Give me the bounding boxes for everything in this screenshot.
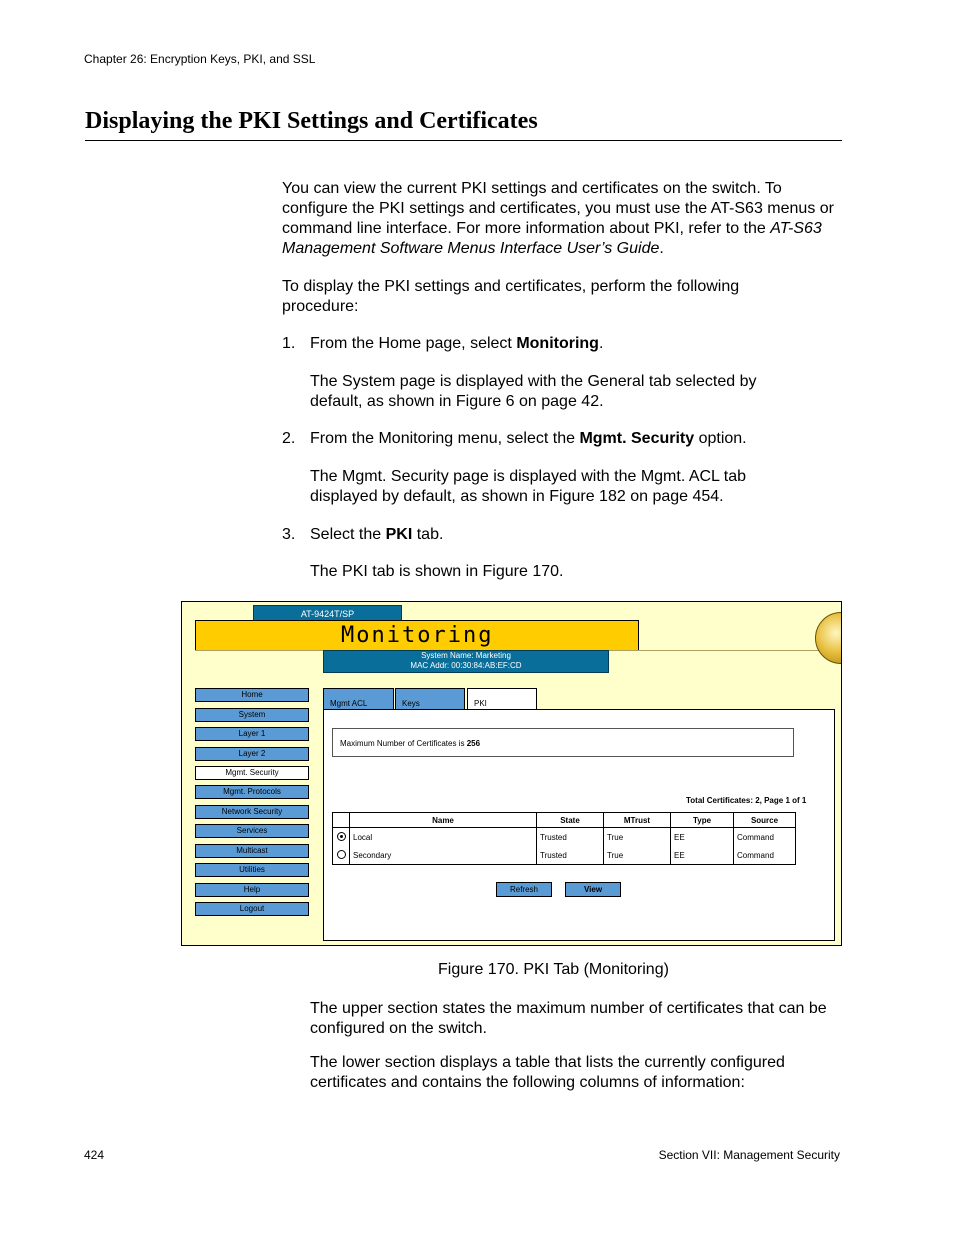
nav-system[interactable]: System <box>195 708 309 722</box>
step-text: Select the PKI tab. <box>310 526 444 543</box>
cell-mtrust: True <box>604 828 671 847</box>
banner-title: Monitoring <box>341 623 494 648</box>
nav-layer-1[interactable]: Layer 1 <box>195 727 309 741</box>
nav-mgmt-protocols[interactable]: Mgmt. Protocols <box>195 785 309 799</box>
max-certificates-value: 256 <box>466 739 481 748</box>
mac-address: MAC Addr: 00:30:84:AB:EF:CD <box>410 661 522 670</box>
tab-pki[interactable]: PKI <box>467 688 537 711</box>
column-header: Source <box>734 813 796 828</box>
nav-services[interactable]: Services <box>195 824 309 838</box>
cell-state: Trusted <box>537 846 604 865</box>
column-header: State <box>537 813 604 828</box>
intro-paragraph-2: To display the PKI settings and certificates, perform the following procedure: <box>282 278 740 315</box>
cell-mtrust: True <box>604 846 671 865</box>
section-title: Displaying the PKI Settings and Certificates <box>85 108 538 134</box>
step-number: 3. <box>282 526 296 543</box>
table-header-row <box>333 813 796 828</box>
total-certificates: Total Certificates: 2, Page 1 of 1 <box>686 796 807 805</box>
cell-name: Secondary <box>350 846 537 865</box>
cell-type: EE <box>671 828 734 847</box>
step-number: 1. <box>282 335 296 352</box>
max-certificates-box: Maximum Number of Certificates is 256 <box>332 728 794 757</box>
nav-multicast[interactable]: Multicast <box>195 844 309 858</box>
nav-utilities[interactable]: Utilities <box>195 863 309 877</box>
tab-keys[interactable]: Keys <box>395 688 465 710</box>
radio-button[interactable] <box>337 832 346 841</box>
column-header: Type <box>671 813 734 828</box>
cell-name: Local <box>350 828 537 847</box>
model-label: AT-9424T/SP <box>253 605 402 623</box>
step-detail: The System page is displayed with the General tab selected by default, as shown in Figure 6 on page 42. <box>310 373 757 410</box>
column-header: Name <box>350 813 537 828</box>
guide-title: AT-S63 Management Software Menus Interface User’s Guide <box>282 220 822 257</box>
footer-section: Section VII: Management Security <box>658 1148 840 1162</box>
figure-caption: Figure 170. PKI Tab (Monitoring) <box>438 961 669 978</box>
column-header: MTrust <box>604 813 671 828</box>
cell-state: Trusted <box>537 828 604 847</box>
system-name: System Name: Marketing <box>421 651 511 660</box>
table-row[interactable] <box>333 846 796 865</box>
after-paragraph-2: The lower section displays a table that lists the currently configured certificates and contains the following columns of information: <box>310 1054 785 1091</box>
nav-layer-2[interactable]: Layer 2 <box>195 747 309 761</box>
nav-help[interactable]: Help <box>195 883 309 897</box>
page-number: 424 <box>84 1148 105 1162</box>
table-row[interactable] <box>333 828 796 847</box>
monitoring-banner <box>195 620 639 651</box>
step-detail: The Mgmt. Security page is displayed with the Mgmt. ACL tab displayed by default, as shown in Figure 182 on page 454. <box>310 468 747 505</box>
intro-paragraph-1: You can view the current PKI settings and certificates on the switch. To configure the PKI settings and certificates, you must use the AT-S63 menus or command line interface. For more information about PKI, refer to the AT-S63 Management Software Menus Interface User’s Guide. <box>282 180 834 257</box>
step-text: From the Home page, select Monitoring. <box>310 335 604 352</box>
step-detail: The PKI tab is shown in Figure 170. <box>310 563 564 580</box>
pki-tab-screenshot <box>181 601 842 946</box>
after-paragraph-1: The upper section states the maximum number of certificates that can be configured on the switch. <box>310 1000 827 1037</box>
view-button[interactable]: View <box>565 882 621 897</box>
nav-network-security[interactable]: Network Security <box>195 805 309 819</box>
cell-type: EE <box>671 846 734 865</box>
nav-home[interactable]: Home <box>195 688 309 702</box>
step-text: From the Monitoring menu, select the Mgmt. Security option. <box>310 430 747 447</box>
title-rule <box>85 140 842 141</box>
nav-mgmt-security[interactable]: Mgmt. Security <box>195 766 309 780</box>
globe-logo-icon <box>815 612 842 664</box>
system-info <box>323 650 609 673</box>
step-number: 2. <box>282 430 296 447</box>
refresh-button[interactable]: Refresh <box>496 882 552 897</box>
running-head: Chapter 26: Encryption Keys, PKI, and SSL <box>84 52 316 66</box>
pki-panel <box>323 709 835 941</box>
cell-source: Command <box>734 828 796 847</box>
column-header <box>333 813 350 828</box>
nav-logout[interactable]: Logout <box>195 902 309 916</box>
tab-mgmt-acl[interactable]: Mgmt ACL <box>323 688 394 710</box>
radio-button[interactable] <box>337 850 346 859</box>
certificates-table <box>332 812 796 865</box>
cell-source: Command <box>734 846 796 865</box>
